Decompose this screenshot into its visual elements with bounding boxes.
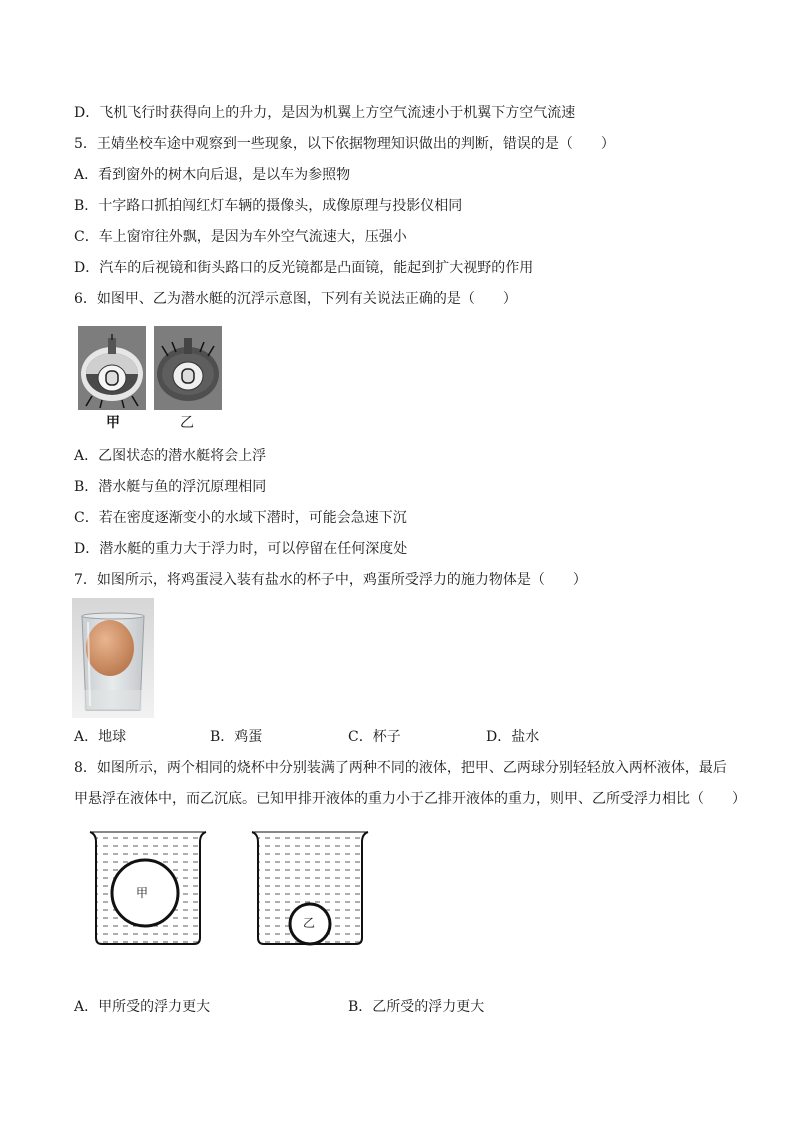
q7-option-b: B．鸡蛋	[210, 729, 263, 745]
q5-option-a: A．看到窗外的树木向后退，是以车为参照物	[74, 167, 351, 183]
q5-option-c: C．车上窗帘往外飘，是因为车外空气流速大，压强小	[74, 229, 407, 245]
q7-option-c: C．杯子	[348, 729, 401, 745]
q8-option-a: A．甲所受的浮力更大	[74, 999, 211, 1015]
q6-option-c: C．若在密度逐渐变小的水域下潜时，可能会急速下沉	[74, 510, 407, 526]
q5-option-b: B．十字路口抓拍闯红灯车辆的摄像头，成像原理与投影仪相同	[74, 198, 463, 214]
q5-option-d: D．汽车的后视镜和街头路口的反光镜都是凸面镜，能起到扩大视野的作用	[74, 260, 534, 276]
submarine-figure-yi	[154, 326, 222, 410]
ball-label-yi: 乙	[303, 916, 316, 930]
figure-label-jia: 甲	[106, 415, 120, 431]
q6-option-a: A．乙图状态的潜水艇将会上浮	[74, 448, 267, 464]
ball-label-jia: 甲	[136, 886, 149, 900]
q6-stem: 6．如图甲、乙为潜水艇的沉浮示意图，下列有关说法正确的是（ ）	[74, 291, 517, 307]
q7-option-a: A．地球	[74, 729, 127, 745]
q7-option-d: D．盐水	[486, 729, 540, 745]
q7-stem: 7．如图所示，将鸡蛋浸入装有盐水的杯子中，鸡蛋所受浮力的施力物体是（ ）	[74, 572, 587, 588]
q8-option-b: B．乙所受的浮力更大	[348, 999, 485, 1015]
egg-in-glass-photo	[72, 598, 154, 718]
q6-option-b: B．潜水艇与鱼的浮沉原理相同	[74, 479, 267, 495]
submarine-figure-jia	[78, 326, 146, 410]
q6-option-d: D．潜水艇的重力大于浮力时，可以停留在任何深度处	[74, 541, 408, 557]
q4-option-d: D．飞机飞行时获得向上的升力，是因为机翼上方空气流速小于机翼下方空气流速	[74, 105, 576, 121]
q8-stem-line2: 甲悬浮在液体中，而乙沉底。已知甲排开液体的重力小于乙排开液体的重力，则甲、乙所受浮力相比（ ）	[74, 791, 746, 807]
q5-stem: 5．王婧坐校车途中观察到一些现象，以下依据物理知识做出的判断，错误的是（ ）	[74, 136, 615, 152]
q8-stem-line1: 8．如图所示，两个相同的烧杯中分别装满了两种不同的液体，把甲、乙两球分别轻轻放入两杯液体，最后	[74, 760, 727, 776]
figure-label-yi: 乙	[180, 415, 194, 431]
